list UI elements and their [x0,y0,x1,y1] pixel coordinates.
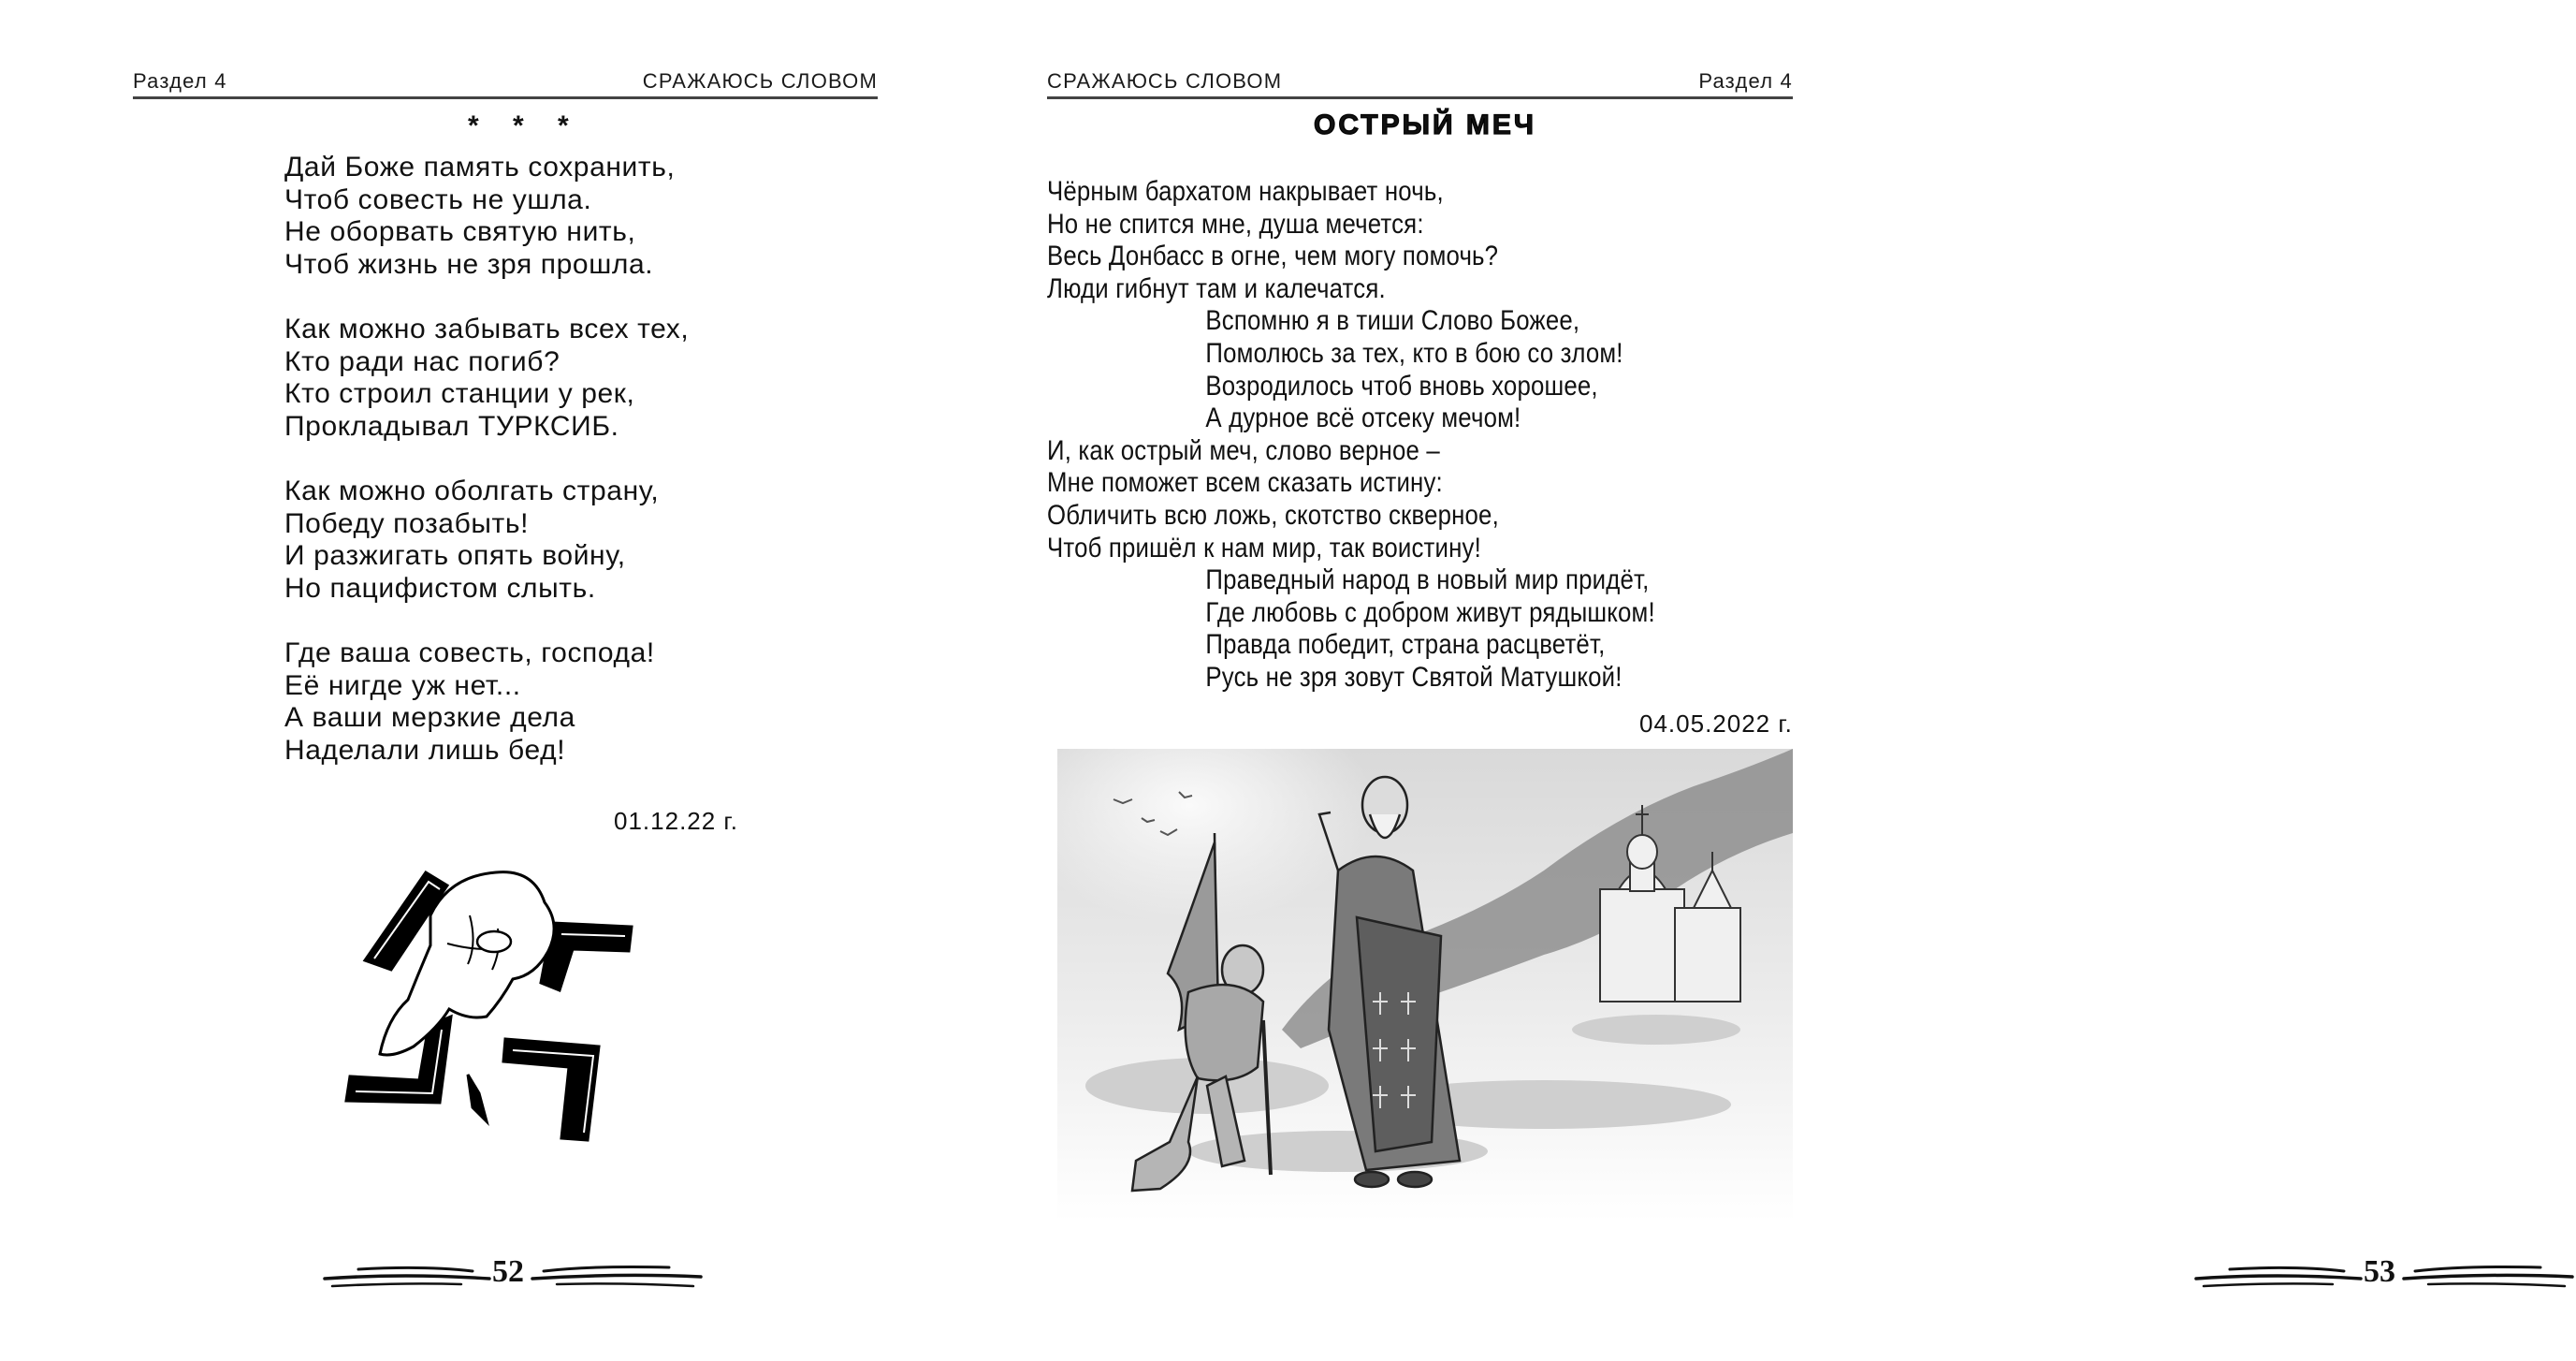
poem-line: Как можно забывать всех тех, [284,313,690,344]
poem-line: И разжигать опять войну, [284,540,626,572]
poem-line: Кто ради нас погиб? [284,345,560,377]
poem-line: Её нигде уж нет... [284,669,521,701]
poem-line: Чёрным бархатом накрывает ночь, [1047,176,1444,207]
section-label: Раздел 4 [1698,69,1793,93]
page-number: 52 [492,1254,524,1289]
poem-line-indented: Возродилось чтоб вновь хорошее, [1205,370,1598,402]
header-rule [133,96,878,99]
right-page [963,0,2395,1361]
poem-right [1047,176,1655,695]
poem-line: Обличить всю ложь, скотство скверное, [1047,499,1499,531]
section-label: Раздел 4 [133,69,227,93]
poem-line-indented: Русь не зря зовут Святой Матушкой! [1205,661,1623,693]
poem-line: Прокладывал ТУРКСИБ. [284,410,619,442]
kneeling-soldier-priest-church-illustration [1057,749,1793,1222]
poem-line-indented: Помолюсь за тех, кто в бою со злом! [1205,337,1623,369]
page-number-ornament [2183,1254,2576,1301]
poem-line-indented: Где любовь с добром живут рядышком! [1205,596,1655,628]
poem-line: Но пацифистом слыть. [284,572,596,604]
poem-line: Где ваша совесть, господа! [284,637,655,668]
poem-line: Люди гибнут там и калечатся. [1047,272,1386,304]
poem-line: Не оборвать святую нить, [284,216,636,248]
running-head-right [1047,69,1793,95]
poem-line: Как можно оболгать страну, [284,475,660,506]
book-title-label: СРАЖАЮСЬ СЛОВОМ [1047,69,1283,93]
poem-line: Чтоб пришёл к нам мир, так воистину! [1047,532,1481,563]
poem-line: Но не спится мне, душа мечется: [1047,208,1424,240]
left-page [0,0,963,1361]
poem-line-indented: А дурное всё отсеку мечом! [1205,402,1521,434]
poem-line: И, как острый меч, слово верное – [1047,434,1440,466]
poem-line-indented: Праведный народ в новый мир придёт, [1205,564,1650,596]
running-head-left [133,69,878,95]
poem-line: Дай Боже память сохранить, [284,152,676,183]
poem-line-indented: Вспомню я в тиши Слово Божее, [1205,305,1580,337]
poem-line: А ваши мерзкие дела [284,702,575,734]
poem-line: Мне поможет всем сказать истину: [1047,467,1443,499]
page-number: 53 [2364,1254,2395,1289]
poem-date: 04.05.2022 г. [1639,710,1793,738]
poem-line: Весь Донбасс в огне, чем могу помочь? [1047,241,1499,272]
page-number-ornament [312,1254,705,1301]
stanza-break [284,443,689,476]
poem-left [284,152,689,767]
poem-line: Наделали лишь бед! [284,734,566,766]
poem-line: Кто строил станции у рек, [284,378,635,410]
stanza-break [284,281,689,314]
header-rule [1047,96,1793,99]
poem-line: Чтоб совесть не ушла. [284,183,592,215]
poem-title-asterisks: * * * [468,110,582,141]
poem-line: Победу позабыть! [284,507,530,539]
stanza-break [284,605,689,637]
poem-line-indented: Правда победит, страна расцветёт, [1205,629,1606,661]
poem-line: Чтоб жизнь не зря прошла. [284,248,654,280]
fist-breaking-swastika-illustration [327,859,646,1159]
book-title-label: СРАЖАЮСЬ СЛОВОМ [642,69,878,93]
poem-title: ОСТРЫЙ МЕЧ [1314,110,1536,140]
poem-date: 01.12.22 г. [614,807,738,835]
